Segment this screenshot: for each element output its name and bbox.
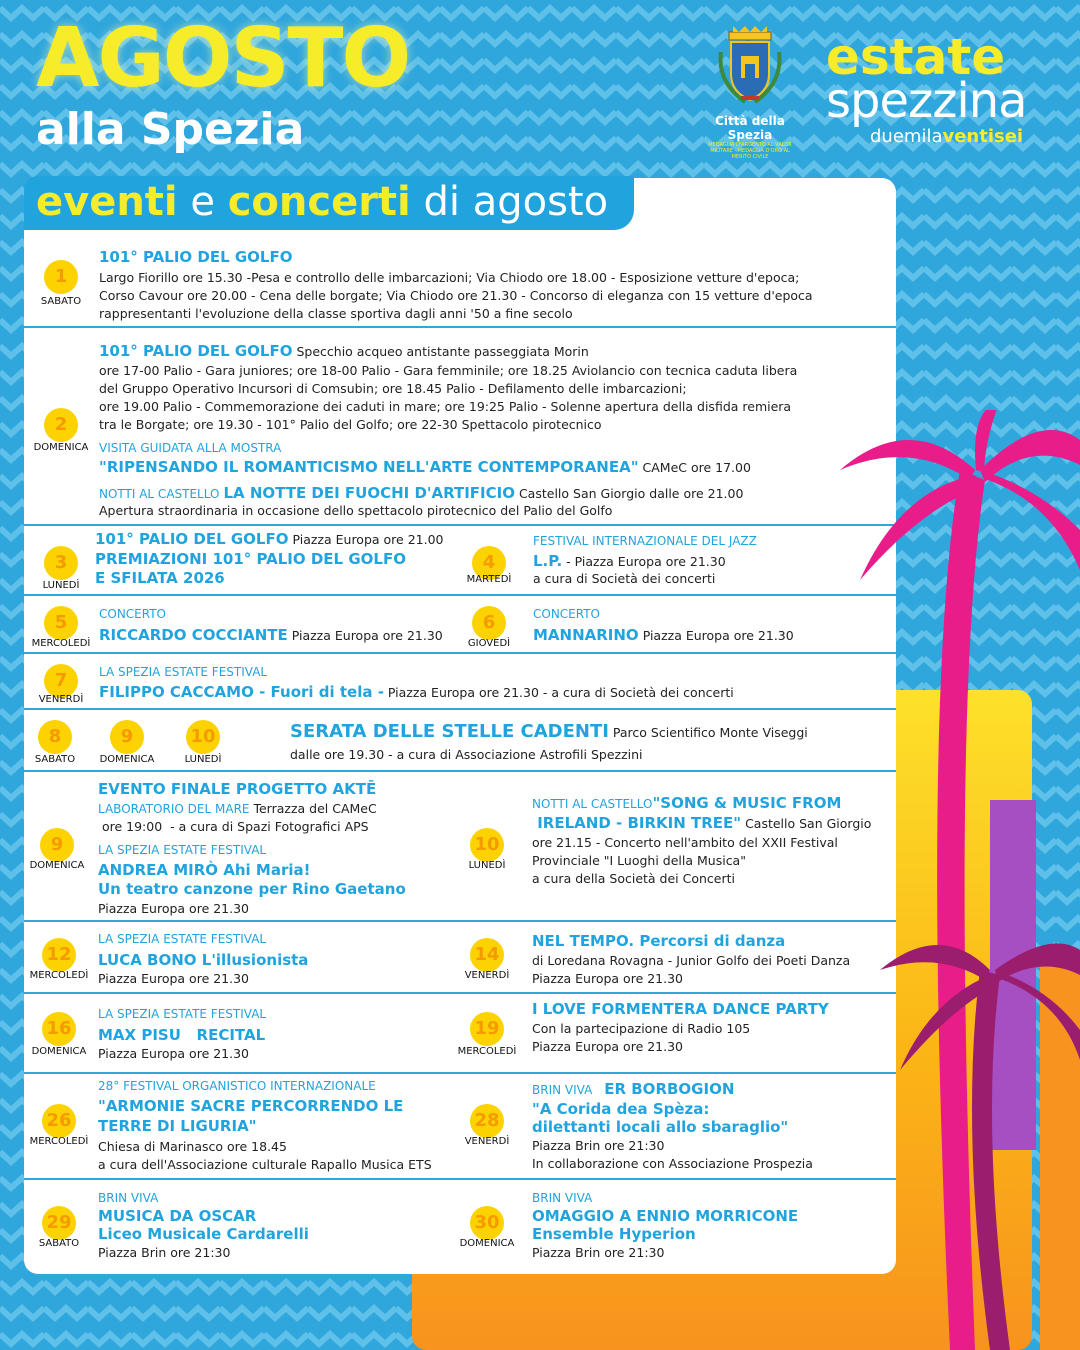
event-line: Chiesa di Marinasco ore 18.45 xyxy=(98,1139,287,1154)
event-row-29-30 xyxy=(24,1180,896,1274)
event-line: Apertura straordinaria in occasione dello spettacolo pirotecnico del Palio del Golfo xyxy=(99,503,613,518)
day-name: MERCOLEDÌ xyxy=(457,1046,517,1057)
event-title-line xyxy=(290,722,808,742)
brand-word-estate: estate xyxy=(826,28,1006,86)
brand-logo xyxy=(826,28,1027,147)
event-line: Piazza Europa ore 21.30 xyxy=(98,901,250,916)
event-title-note: CAMeC ore 17.00 xyxy=(642,460,751,475)
day-name: DOMENICA xyxy=(31,1046,87,1057)
event-title: OMAGGIO A ENNIO MORRICONE xyxy=(532,1207,799,1225)
event-line: Piazza Europa ore 21.30 xyxy=(532,1039,684,1054)
event-title-note: Piazza Europa ore 21.30 xyxy=(291,628,443,643)
event-title-line xyxy=(532,1080,734,1099)
event-title: ANDREA MIRÒ Ahi Maria! xyxy=(98,861,311,879)
day-name: LUNEDÌ xyxy=(42,580,80,591)
event-title-note: Piazza Europa ore 21.30 xyxy=(642,628,794,643)
event-line: ore 17-00 Palio - Gara juniores; ore 18-00 Palio - Gara femminile; ore 18.25 Aviolancio con tecnica caduta libera xyxy=(99,363,798,378)
event-line: Corso Cavour ore 20.00 - Cena delle borgate; Via Chiodo ore 21.30 - Concorso di eleganza con 15 vetture d'epoca xyxy=(99,288,813,303)
event-line: Provinciale "I Luoghi della Musica" xyxy=(532,853,746,868)
event-title-note: Castello San Giorgio dalle ore 21.00 xyxy=(518,486,744,501)
brand-year-b: ventisei xyxy=(942,125,1024,147)
event-title: Un teatro canzone per Rino Gaetano xyxy=(98,880,406,898)
event-title: "ARMONIE SACRE PERCORRENDO LE xyxy=(98,1097,404,1115)
day-badge: 2 xyxy=(44,408,78,442)
event-title: 101° PALIO DEL GOLFO xyxy=(99,342,293,360)
event-line: Piazza Brin ore 21:30 xyxy=(98,1245,231,1260)
event-line: Piazza Europa ore 21.30 xyxy=(98,971,250,986)
event-label: FESTIVAL INTERNAZIONALE DEL JAZZ xyxy=(533,534,757,548)
event-row-26-28 xyxy=(24,1074,896,1180)
event-label: CONCERTO xyxy=(533,607,601,621)
event-title: MUSICA DA OSCAR xyxy=(98,1207,257,1225)
event-title-line xyxy=(99,458,751,477)
event-line: tra le Borgate; ore 19.30 - 101° Palio del Golfo; ore 22-30 Spettacolo pirotecnico xyxy=(99,417,602,432)
day-badge: 14 xyxy=(470,938,504,972)
event-title-line xyxy=(533,626,794,645)
event-line: a cura della Società dei Concerti xyxy=(532,871,736,886)
city-motto: MEDAGLIA D'ARGENTO AL VALOR MILITARE · MEDAGLIA D'ORO AL MERITO CIVILE xyxy=(708,142,792,160)
city-name: Città della Spezia xyxy=(715,114,785,142)
event-title: EVENTO FINALE PROGETTO AKTĒ xyxy=(98,780,377,798)
event-title-line xyxy=(98,800,377,818)
day-badge: 1 xyxy=(44,260,78,294)
event-title-note: Parco Scientifico Monte Viseggi xyxy=(612,725,808,740)
event-line: Piazza Europa ore 21.30 xyxy=(532,971,684,986)
event-title: NEL TEMPO. Percorsi di danza xyxy=(532,932,786,950)
page-title: AGOSTO xyxy=(36,11,410,106)
day-name: MERCOLEDÌ xyxy=(29,1136,89,1147)
event-title: Liceo Musicale Cardarelli xyxy=(98,1225,309,1243)
event-title-line xyxy=(532,794,841,813)
page-subtitle: alla Spezia xyxy=(36,104,305,155)
event-row-7 xyxy=(24,654,896,710)
event-label: CONCERTO xyxy=(99,607,167,621)
brand-year-a: duemila xyxy=(870,125,943,147)
event-line: rappresentanti l'evoluzione della classe sportiva dagli anni '50 a fine secolo xyxy=(99,306,573,321)
event-line: ore 19.00 Palio - Commemorazione dei caduti in mare; ore 19:25 Palio - Solenne apertura della disfida remiera xyxy=(99,399,792,414)
event-line: a cura di Società dei concerti xyxy=(533,571,716,586)
event-row-12-14 xyxy=(24,922,896,994)
day-badge: 9 xyxy=(110,720,144,754)
event-title-note: - Piazza Europa ore 21.30 xyxy=(562,554,726,569)
day-badge: 4 xyxy=(472,546,506,580)
day-name: MERCOLEDÌ xyxy=(29,970,89,981)
event-title: RICCARDO COCCIANTE xyxy=(99,626,288,644)
event-row-16-19 xyxy=(24,994,896,1074)
day-badge: 8 xyxy=(38,720,72,754)
day-badge: 7 xyxy=(44,664,78,698)
day-badge: 29 xyxy=(42,1206,76,1240)
event-title: TERRE DI LIGURIA" xyxy=(98,1117,257,1135)
event-line: di Loredana Rovagna - Junior Golfo dei Poeti Danza xyxy=(532,953,851,968)
event-title: "SONG & MUSIC FROM xyxy=(652,794,842,812)
event-row-8-10 xyxy=(24,710,896,772)
event-label: LA SPEZIA ESTATE FESTIVAL xyxy=(98,932,267,946)
event-label: NOTTI AL CASTELLO xyxy=(532,797,653,811)
banner-word-3: concerti xyxy=(227,179,411,225)
event-title: ER BORBOGION xyxy=(604,1080,735,1098)
event-label: LABORATORIO DEL MARE xyxy=(98,802,250,816)
day-badge: 26 xyxy=(42,1104,76,1138)
day-name: DOMENICA xyxy=(459,1238,515,1249)
event-title: LA NOTTE DEI FUOCHI D'ARTIFICIO xyxy=(223,484,515,502)
event-title: I LOVE FORMENTERA DANCE PARTY xyxy=(532,1000,829,1018)
day-badge: 12 xyxy=(42,938,76,972)
event-title-line xyxy=(99,342,589,361)
event-title: 101° PALIO DEL GOLFO xyxy=(99,248,293,266)
event-title: PREMIAZIONI 101° PALIO DEL GOLFO xyxy=(95,550,406,568)
day-name: SABATO xyxy=(40,296,82,307)
day-name: SABATO xyxy=(38,1238,80,1249)
event-label: VISITA GUIDATA ALLA MOSTRA xyxy=(99,441,282,455)
event-title: "A Corida dea Spèza: xyxy=(532,1100,710,1118)
brand-word-spezzina: spezzina xyxy=(826,72,1027,129)
event-label: LA SPEZIA ESTATE FESTIVAL xyxy=(98,843,267,857)
palm-tree-icon xyxy=(880,930,1080,1350)
day-name: GIOVEDÌ xyxy=(467,638,511,649)
section-banner xyxy=(24,176,634,230)
day-name: LUNEDÌ xyxy=(468,860,506,871)
event-title-line xyxy=(99,683,734,702)
event-title-line xyxy=(99,484,743,503)
event-line: Largo Fiorillo ore 15.30 -Pesa e controllo delle imbarcazioni; Via Chiodo ore 18.00 - Esposizione vetture d'epoca; xyxy=(99,270,800,285)
event-label: LA SPEZIA ESTATE FESTIVAL xyxy=(99,665,268,679)
event-line: a cura dell'Associazione culturale Rapallo Musica ETS xyxy=(98,1157,432,1172)
event-label: NOTTI AL CASTELLO xyxy=(99,487,220,501)
event-line: Piazza Europa ore 21.30 xyxy=(98,1046,250,1061)
day-badge: 10 xyxy=(470,828,504,862)
event-row-2 xyxy=(24,328,896,526)
event-line: Con la partecipazione di Radio 105 xyxy=(532,1021,751,1036)
day-badge: 3 xyxy=(44,546,78,580)
event-title-line xyxy=(99,626,443,645)
event-title: MANNARINO xyxy=(533,626,639,644)
day-badge: 16 xyxy=(42,1012,76,1046)
event-title-note: Terrazza del CAMeC xyxy=(253,801,377,816)
event-title: FILIPPO CACCAMO - Fuori di tela - xyxy=(99,683,384,701)
day-badge: 10 xyxy=(186,720,220,754)
event-title-note: Specchio acqueo antistante passeggiata Morin xyxy=(296,344,589,359)
events-card xyxy=(24,178,896,1274)
day-name: DOMENICA xyxy=(99,754,155,765)
event-title: dilettanti locali allo sbaraglio" xyxy=(532,1118,789,1136)
event-title: E SFILATA 2026 xyxy=(95,569,225,587)
event-title-note: Piazza Europa ore 21.30 - a cura di Società dei concerti xyxy=(387,685,734,700)
event-title: MAX PISU RECITAL xyxy=(98,1026,266,1044)
banner-word-1: eventi xyxy=(36,179,178,225)
day-badge: 28 xyxy=(470,1104,504,1138)
event-line: dalle ore 19.30 - a cura di Associazione Astrofili Spezzini xyxy=(290,747,643,762)
event-row-9-10 xyxy=(24,772,896,922)
event-title: "RIPENSANDO IL ROMANTICISMO NELL'ARTE CONTEMPORANEA" xyxy=(99,458,639,476)
event-title: L.P. xyxy=(533,552,563,570)
event-title-note: Castello San Giorgio xyxy=(745,816,872,831)
event-row-5-6 xyxy=(24,596,896,654)
day-badge: 6 xyxy=(472,606,506,640)
day-badge: 9 xyxy=(40,828,74,862)
day-badge: 5 xyxy=(44,606,78,640)
day-name: SABATO xyxy=(34,754,76,765)
event-title-note: Piazza Europa ore 21.00 xyxy=(292,532,444,547)
event-title: 101° PALIO DEL GOLFO xyxy=(95,530,289,548)
day-name: MERCOLEDÌ xyxy=(31,638,91,649)
event-row-3-4 xyxy=(24,526,896,596)
event-title: IRELAND - BIRKIN TREE" xyxy=(532,814,742,832)
day-name: LUNEDÌ xyxy=(184,754,222,765)
event-label: 28° FESTIVAL ORGANISTICO INTERNAZIONALE xyxy=(98,1079,376,1093)
event-row-1 xyxy=(24,230,896,328)
day-name: DOMENICA xyxy=(29,860,85,871)
event-line: Piazza Brin ore 21:30 xyxy=(532,1138,665,1153)
event-title-line xyxy=(95,530,443,549)
event-label: BRIN VIVA xyxy=(532,1083,593,1097)
coat-of-arms-icon xyxy=(715,22,785,106)
event-line: del Gruppo Operativo Incursori di Comsubin; ore 18.45 Palio - Defilamento delle imbarcazioni; xyxy=(99,381,687,396)
event-line: Piazza Brin ore 21:30 xyxy=(532,1245,665,1260)
day-badge: 19 xyxy=(470,1012,504,1046)
day-name: DOMENICA xyxy=(33,442,89,453)
day-badge: 30 xyxy=(470,1206,504,1240)
event-line: In collaborazione con Associazione Prospezia xyxy=(532,1156,813,1171)
event-title-line xyxy=(533,552,726,571)
brand-year xyxy=(870,126,1027,147)
event-label: BRIN VIVA xyxy=(98,1191,159,1205)
event-title: Ensemble Hyperion xyxy=(532,1225,696,1243)
banner-text xyxy=(36,180,608,224)
event-label: BRIN VIVA xyxy=(532,1191,593,1205)
city-crest xyxy=(700,22,800,160)
event-label: LA SPEZIA ESTATE FESTIVAL xyxy=(98,1007,267,1021)
day-name: MARTEDÌ xyxy=(466,574,512,585)
banner-word-2: e xyxy=(190,179,215,225)
day-name: VENERDÌ xyxy=(464,970,510,981)
banner-word-4: di agosto xyxy=(423,179,609,225)
event-line: ore 21.15 - Concerto nell'ambito del XXII Festival xyxy=(532,835,838,850)
event-line: ore 19:00 - a cura di Spazi Fotografici APS xyxy=(98,819,369,834)
day-name: VENERDÌ xyxy=(464,1136,510,1147)
day-name: VENERDÌ xyxy=(38,694,84,705)
event-title: SERATA DELLE STELLE CADENTI xyxy=(290,721,609,742)
event-title: LUCA BONO L'illusionista xyxy=(98,951,309,969)
